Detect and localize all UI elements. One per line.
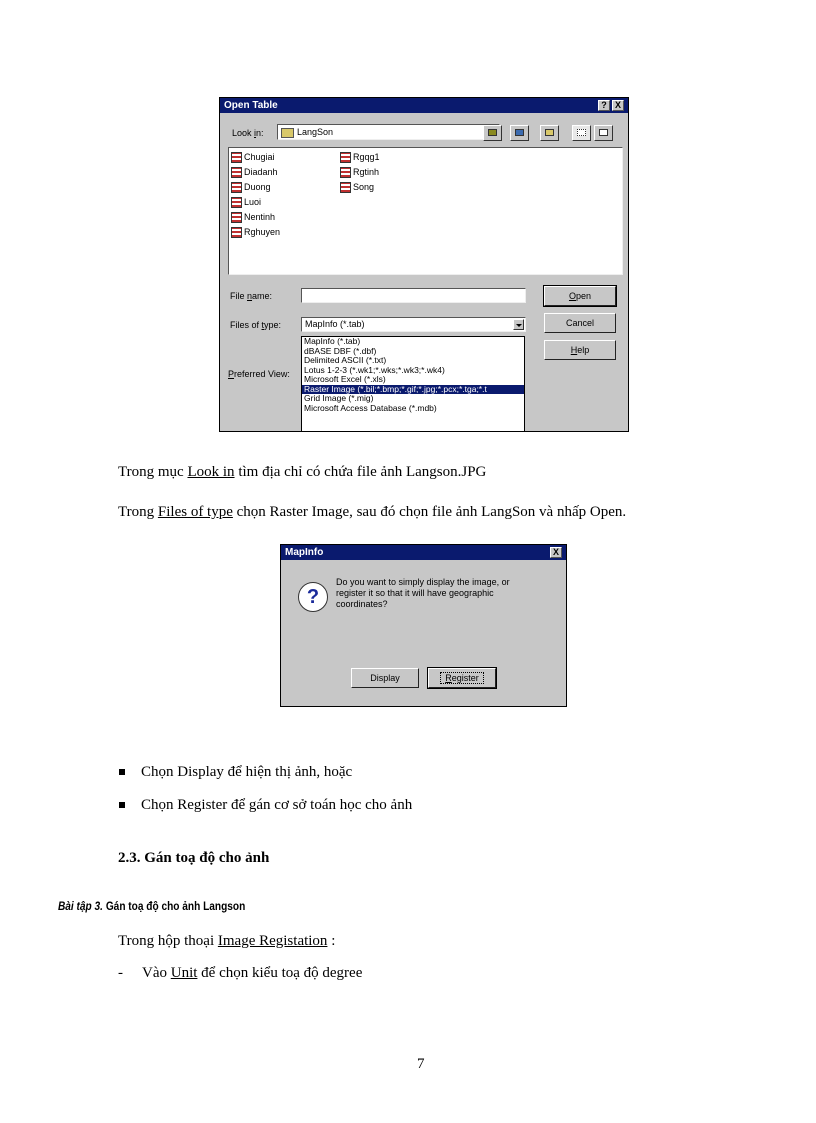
new-folder-icon[interactable] — [540, 125, 559, 141]
files-of-type-label: Files of type: — [230, 320, 282, 330]
look-in-select[interactable] — [277, 124, 500, 140]
table-icon — [340, 167, 351, 178]
mapinfo-message: Do you want to simply display the image, or register it so that it will have geographic coordinates? — [336, 577, 510, 609]
dropdown-option[interactable]: MapInfo (*.tab) — [304, 337, 361, 346]
section-heading: 2.3. Gán toạ độ cho ảnh — [118, 850, 270, 866]
list-item[interactable]: Nentinh — [231, 210, 275, 225]
list-item[interactable]: Rgtinh — [340, 165, 379, 180]
files-of-type-term: Files of type — [157, 504, 233, 520]
bullet-square — [119, 769, 125, 775]
details-view-icon[interactable] — [594, 125, 613, 141]
list-item[interactable]: Duong — [231, 180, 271, 195]
paragraph-image-registration: Trong hộp thoại Image Registation : — [118, 933, 336, 949]
dropdown-option[interactable]: Lotus 1-2-3 (*.wk1;*.wks;*.wk3;*.wk4) — [304, 365, 445, 375]
cancel-button[interactable]: Cancel — [544, 313, 616, 333]
table-icon — [231, 227, 242, 238]
exercise-title: Bài tập 3. Gán toạ độ cho ảnh Langson — [58, 901, 246, 913]
bullet-register: Chọn Register để gán cơ sở toán học cho ảnh — [141, 797, 413, 813]
close-icon[interactable]: X — [550, 547, 562, 558]
desktop-icon[interactable] — [510, 125, 529, 141]
mapinfo-dialog — [280, 544, 567, 707]
step-unit: Vào Unit để chọn kiểu toạ độ degree — [142, 965, 363, 981]
mapinfo-titlebar — [281, 545, 566, 560]
mapinfo-title: MapInfo — [285, 547, 324, 558]
table-icon — [231, 182, 242, 193]
unit-term: Unit — [170, 965, 198, 981]
paragraph-files-of-type: Trong Files of type chọn Raster Image, sau đó chọn file ảnh LangSon và nhấp Open. — [118, 504, 627, 520]
open-button[interactable]: Open — [544, 286, 616, 306]
list-item[interactable]: Luoi — [231, 195, 261, 210]
image-registration-term: Image Registation — [217, 933, 328, 949]
table-icon — [340, 182, 351, 193]
display-button[interactable]: Display — [351, 668, 419, 688]
file-name-input[interactable] — [301, 288, 526, 303]
folder-icon — [281, 128, 294, 138]
close-title-button[interactable]: X — [612, 100, 624, 111]
list-item[interactable]: Chugiai — [231, 150, 275, 165]
dropdown-option[interactable]: dBASE DBF (*.dbf) — [304, 346, 377, 356]
table-icon — [340, 152, 351, 163]
table-icon — [231, 152, 242, 163]
look-in-label: Look in: — [232, 128, 264, 138]
step-unit-dash: - — [118, 965, 123, 981]
files-of-type-dropdown-list[interactable] — [301, 336, 525, 432]
files-of-type-select[interactable] — [301, 317, 526, 332]
list-item[interactable]: Rgqg1 — [340, 150, 380, 165]
bullet-display: Chọn Display để hiện thị ảnh, hoặc — [141, 764, 353, 780]
dropdown-option[interactable]: Delimited ASCII (*.txt) — [304, 356, 387, 365]
look-in-value: LangSon — [297, 127, 334, 137]
files-of-type-value: MapInfo (*.tab) — [305, 319, 365, 329]
up-folder-icon[interactable] — [483, 125, 502, 141]
dropdown-option-selected[interactable]: Raster Image (*.bil;*.bmp;*.gif;*.jpg;*.pcx;*.tga;*.t — [302, 385, 524, 395]
table-icon — [231, 212, 242, 223]
paragraph-look-in: Trong mục Look in tìm địa chỉ có chứa file ảnh Langson.JPG — [118, 464, 487, 480]
files-of-type-dropdown-button[interactable] — [513, 319, 524, 330]
dropdown-option[interactable]: Microsoft Access Database (*.mdb) — [304, 403, 437, 413]
open-table-dialog — [219, 97, 629, 432]
table-icon — [231, 197, 242, 208]
list-item[interactable]: Song — [340, 180, 374, 195]
page-number: 7 — [417, 1056, 425, 1072]
register-button[interactable]: Register — [428, 668, 496, 688]
dropdown-option[interactable]: Microsoft Excel (*.xls) — [304, 375, 386, 384]
look-in-term: Look in — [187, 464, 235, 480]
dropdown-option[interactable]: Grid Image (*.mig) — [304, 394, 374, 403]
preferred-view-label: Preferred View: — [228, 369, 290, 379]
list-item[interactable]: Diadanh — [231, 165, 278, 180]
question-icon: ? — [298, 582, 328, 612]
help-button[interactable]: Help — [544, 340, 616, 360]
file-name-label: File name: — [230, 291, 273, 301]
file-list[interactable] — [228, 147, 623, 275]
table-icon — [231, 167, 242, 178]
list-view-icon[interactable] — [572, 125, 591, 141]
help-title-button[interactable]: ? — [598, 100, 610, 111]
open-table-titlebar — [220, 98, 628, 113]
bullet-square — [119, 802, 125, 808]
open-table-title: Open Table — [224, 100, 278, 111]
list-item[interactable]: Rghuyen — [231, 225, 280, 240]
